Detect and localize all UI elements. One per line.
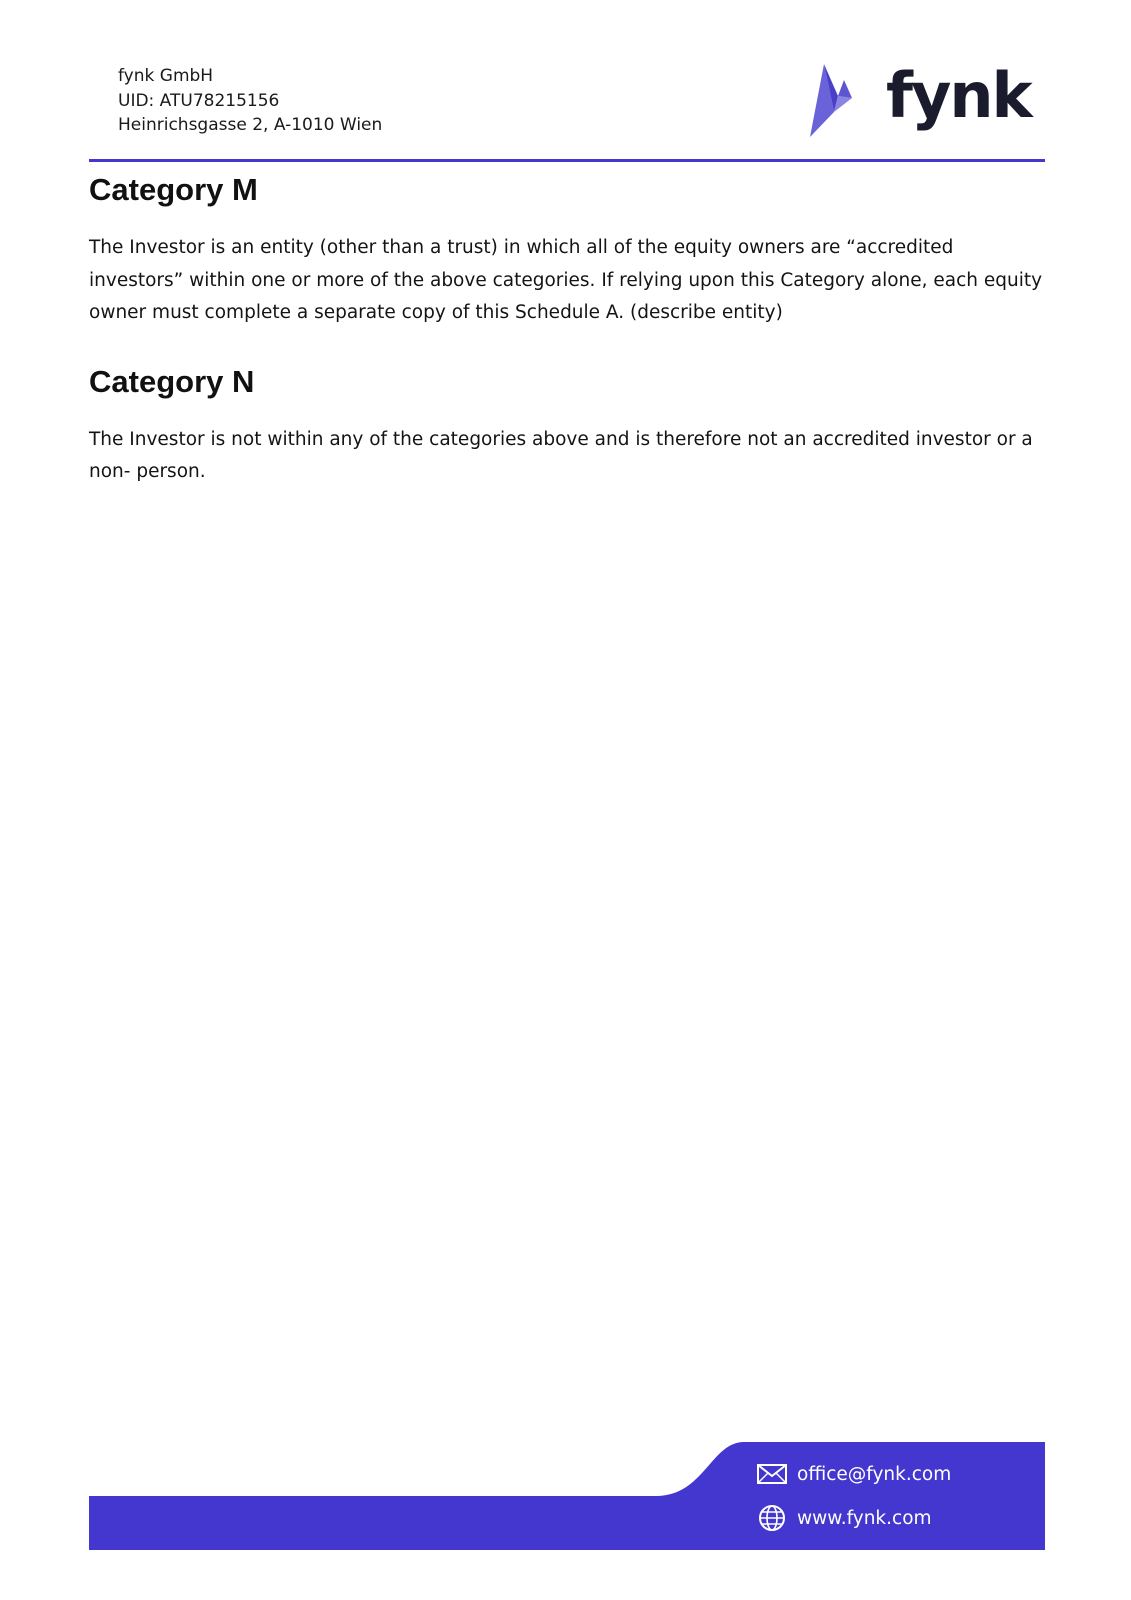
section-paragraph: The Investor is not within any of the categories above and is therefore not an accredited investor or a non- person. [89,428,1033,482]
footer-shape [89,1442,1045,1550]
company-address: Heinrichsgasse 2, A-1010 Wien [118,115,383,135]
fynk-logo [808,59,1031,142]
globe-icon [756,1504,788,1532]
section-heading: Category N [89,363,255,399]
envelope-icon [756,1460,788,1488]
section-category-n [89,362,1045,489]
email-link[interactable]: office@fynk.com [797,1463,952,1485]
header-divider [89,159,1045,162]
section-category-m [89,170,1045,330]
footer-band [89,1442,1045,1550]
section-heading: Category M [89,172,258,207]
website-link[interactable]: www.fynk.com [797,1507,932,1529]
footer-email[interactable] [756,1460,951,1488]
company-name: fynk GmbH [118,66,214,86]
section-paragraph: The Investor is an entity (other than a trust) in which all of the equity owners are “accredited investors” within one or more of the above categories. If relying upon this Category alone, each equity owner must complete a separate copy of this Schedule A. (describe entity) [89,237,1043,323]
sender-block [118,64,382,138]
document-body [89,170,1045,489]
footer-website[interactable] [756,1504,932,1532]
company-uid: UID: ATU78215156 [118,90,280,111]
bird-logo-icon [808,62,886,142]
logo-wordmark: fynk [886,59,1031,132]
